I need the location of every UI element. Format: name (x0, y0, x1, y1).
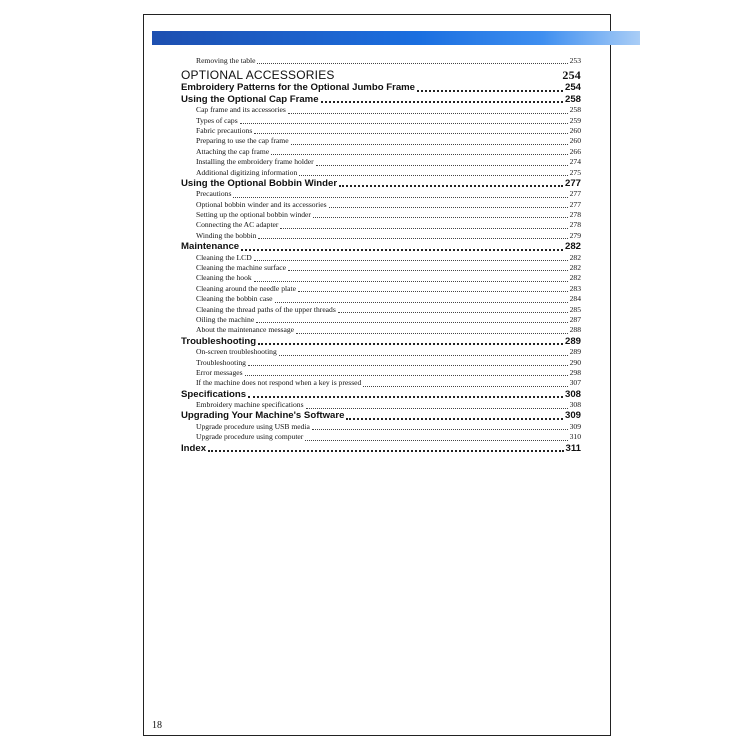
dot-leader (316, 165, 568, 166)
toc-entry (181, 105, 581, 115)
section-title: Embroidery Patterns for the Optional Jumbo Frame (181, 82, 416, 94)
toc-entry (181, 126, 581, 136)
section-page: 308 (564, 388, 581, 400)
toc-entry (181, 168, 581, 178)
section-title: Specifications (181, 388, 247, 400)
toc-entry-title: Cleaning the bobbin case (196, 294, 273, 304)
toc-entry-page: 307 (569, 378, 581, 388)
toc-entry-title: Cleaning around the needle plate (196, 283, 296, 293)
toc-entry-title: Winding the bobbin (196, 230, 257, 240)
toc-entry (181, 116, 581, 126)
toc-entry-page: 266 (569, 146, 581, 156)
section-title: Upgrading Your Machine's Software (181, 410, 345, 422)
toc-entry-title: Oiling the machine (196, 314, 255, 324)
toc-entry-page: 310 (569, 432, 581, 442)
dot-leader (256, 322, 567, 323)
toc-entry-page: 278 (569, 210, 581, 220)
toc-entry (181, 368, 581, 378)
toc-entry (181, 220, 581, 230)
toc-entry (181, 200, 581, 210)
header-color-band (152, 31, 640, 45)
toc-entry-page: 283 (569, 283, 581, 293)
dot-leader (291, 144, 568, 145)
toc-entry (181, 422, 581, 432)
dot-leader (313, 217, 568, 218)
toc-entry (181, 358, 581, 368)
toc-entry-page: 284 (569, 294, 581, 304)
toc-entry-title: Setting up the optional bobbin winder (196, 210, 311, 220)
toc-entry-title: Error messages (196, 367, 243, 377)
page-number: 18 (152, 720, 162, 731)
toc-entry-page: 279 (569, 230, 581, 240)
toc-entry (181, 400, 581, 410)
toc-entry-page: 253 (569, 56, 581, 65)
dot-leader (245, 375, 568, 376)
section-title: Troubleshooting (181, 335, 257, 347)
toc-section-upgrading (181, 411, 581, 422)
toc-entry (181, 136, 581, 146)
dot-leader (241, 249, 563, 251)
dot-leader (280, 228, 567, 229)
toc-entry-page: 289 (569, 347, 581, 357)
dot-leader (288, 113, 568, 114)
dot-leader (312, 429, 568, 430)
toc-entry-page: 308 (569, 400, 581, 410)
toc-section-maintenance (181, 241, 581, 252)
table-of-contents (181, 56, 581, 454)
toc-entry-title: If the machine does not respond when a key is pressed (196, 378, 362, 388)
dot-leader (258, 238, 567, 239)
toc-entry (181, 263, 581, 273)
toc-entry-title: Cleaning the thread paths of the upper threads (196, 304, 336, 314)
section-page: 289 (564, 335, 581, 347)
dot-leader (233, 197, 567, 198)
toc-entry-title: Precautions (196, 189, 232, 199)
dot-leader (240, 123, 568, 124)
dot-leader (329, 207, 568, 208)
toc-entry-title: Installing the embroidery frame holder (196, 157, 314, 167)
toc-entry-removing-table (181, 56, 581, 66)
toc-entry-title: Additional digitizing information (196, 167, 298, 177)
dot-leader (279, 355, 568, 356)
dot-leader (288, 270, 568, 271)
toc-entry-title: Troubleshooting (196, 357, 246, 367)
toc-entry-page: 290 (569, 357, 581, 367)
toc-entry-page: 277 (569, 189, 581, 199)
toc-entry-title: Removing the table (196, 56, 256, 65)
toc-entry-page: 282 (569, 252, 581, 262)
dot-leader (254, 281, 568, 282)
toc-entry-page: 287 (569, 314, 581, 324)
toc-entry-title: Cleaning the LCD (196, 252, 252, 262)
dot-leader (208, 450, 563, 452)
dot-leader (248, 396, 563, 398)
section-page: 258 (564, 93, 581, 105)
toc-entry (181, 378, 581, 388)
dot-leader (298, 291, 568, 292)
toc-entry-title: Embroidery machine specifications (196, 400, 304, 410)
toc-entry (181, 157, 581, 167)
section-page: 309 (564, 410, 581, 422)
toc-entry (181, 231, 581, 241)
toc-entry-page: 278 (569, 220, 581, 230)
toc-entry-page: 258 (569, 105, 581, 115)
dot-leader (275, 302, 568, 303)
toc-entry-title: Upgrade procedure using computer (196, 432, 304, 442)
section-title: Index (181, 442, 207, 454)
toc-entry-page: 282 (569, 273, 581, 283)
section-title: Using the Optional Cap Frame (181, 93, 319, 105)
toc-entry-title: Connecting the AC adapter (196, 220, 279, 230)
toc-entry-page: 282 (569, 263, 581, 273)
toc-section-specifications (181, 389, 581, 400)
section-page: 282 (564, 241, 581, 253)
dot-leader (363, 386, 567, 387)
dot-leader (321, 101, 563, 103)
toc-entry-page: 298 (569, 367, 581, 377)
toc-entry-title: About the maintenance message (196, 325, 295, 335)
toc-entry-page: 288 (569, 325, 581, 335)
toc-entry-page: 260 (569, 136, 581, 146)
toc-entry (181, 273, 581, 283)
dot-leader (257, 63, 567, 64)
toc-entry-page: 259 (569, 115, 581, 125)
toc-entry (181, 325, 581, 335)
section-title: Using the Optional Bobbin Winder (181, 177, 338, 189)
toc-entry-title: Fabric precautions (196, 125, 253, 135)
toc-section-troubleshooting (181, 336, 581, 347)
toc-entry-page: 277 (569, 199, 581, 209)
chapter-page: 254 (562, 69, 581, 83)
toc-entry-title: Upgrade procedure using USB media (196, 421, 310, 431)
toc-entry-title: Types of caps (196, 115, 238, 125)
toc-section-bobbin-winder (181, 178, 581, 189)
toc-entry-title: Preparing to use the cap frame (196, 136, 289, 146)
toc-entry (181, 189, 581, 199)
toc-section-index (181, 443, 581, 454)
toc-entry (181, 305, 581, 315)
dot-leader (417, 90, 563, 92)
toc-entry (181, 147, 581, 157)
section-page: 277 (564, 177, 581, 189)
dot-leader (346, 418, 563, 420)
toc-section-cap-frame (181, 94, 581, 105)
chapter-title: OPTIONAL ACCESSORIES (181, 69, 335, 83)
toc-entry (181, 210, 581, 220)
section-title: Maintenance (181, 241, 240, 253)
toc-entry-page: 275 (569, 167, 581, 177)
toc-entry-page: 309 (569, 421, 581, 431)
dot-leader (254, 133, 567, 134)
toc-entry (181, 315, 581, 325)
toc-chapter-optional-accessories (181, 69, 581, 82)
toc-entry-title: Attaching the cap frame (196, 146, 270, 156)
toc-entry-page: 285 (569, 304, 581, 314)
toc-entry (181, 347, 581, 357)
toc-entry-title: Cap frame and its accessories (196, 105, 286, 115)
toc-entry (181, 253, 581, 263)
dot-leader (254, 260, 568, 261)
toc-entry-title: Cleaning the machine surface (196, 263, 287, 273)
toc-entry-page: 260 (569, 125, 581, 135)
dot-leader (339, 185, 563, 187)
toc-entry-page: 274 (569, 157, 581, 167)
dot-leader (248, 365, 568, 366)
dot-leader (296, 333, 568, 334)
section-page: 254 (564, 82, 581, 94)
toc-entry-title: On-screen troubleshooting (196, 347, 277, 357)
dot-leader (305, 440, 567, 441)
section-page: 311 (565, 442, 581, 454)
toc-entry-title: Cleaning the hook (196, 273, 252, 283)
dot-leader (258, 343, 563, 345)
dot-leader (306, 408, 568, 409)
toc-entry (181, 284, 581, 294)
dot-leader (271, 154, 567, 155)
dot-leader (338, 312, 568, 313)
toc-entry (181, 432, 581, 442)
toc-entry-title: Optional bobbin winder and its accessories (196, 199, 327, 209)
toc-section-embroidery-patterns (181, 82, 581, 93)
dot-leader (299, 175, 567, 176)
toc-entry (181, 294, 581, 304)
